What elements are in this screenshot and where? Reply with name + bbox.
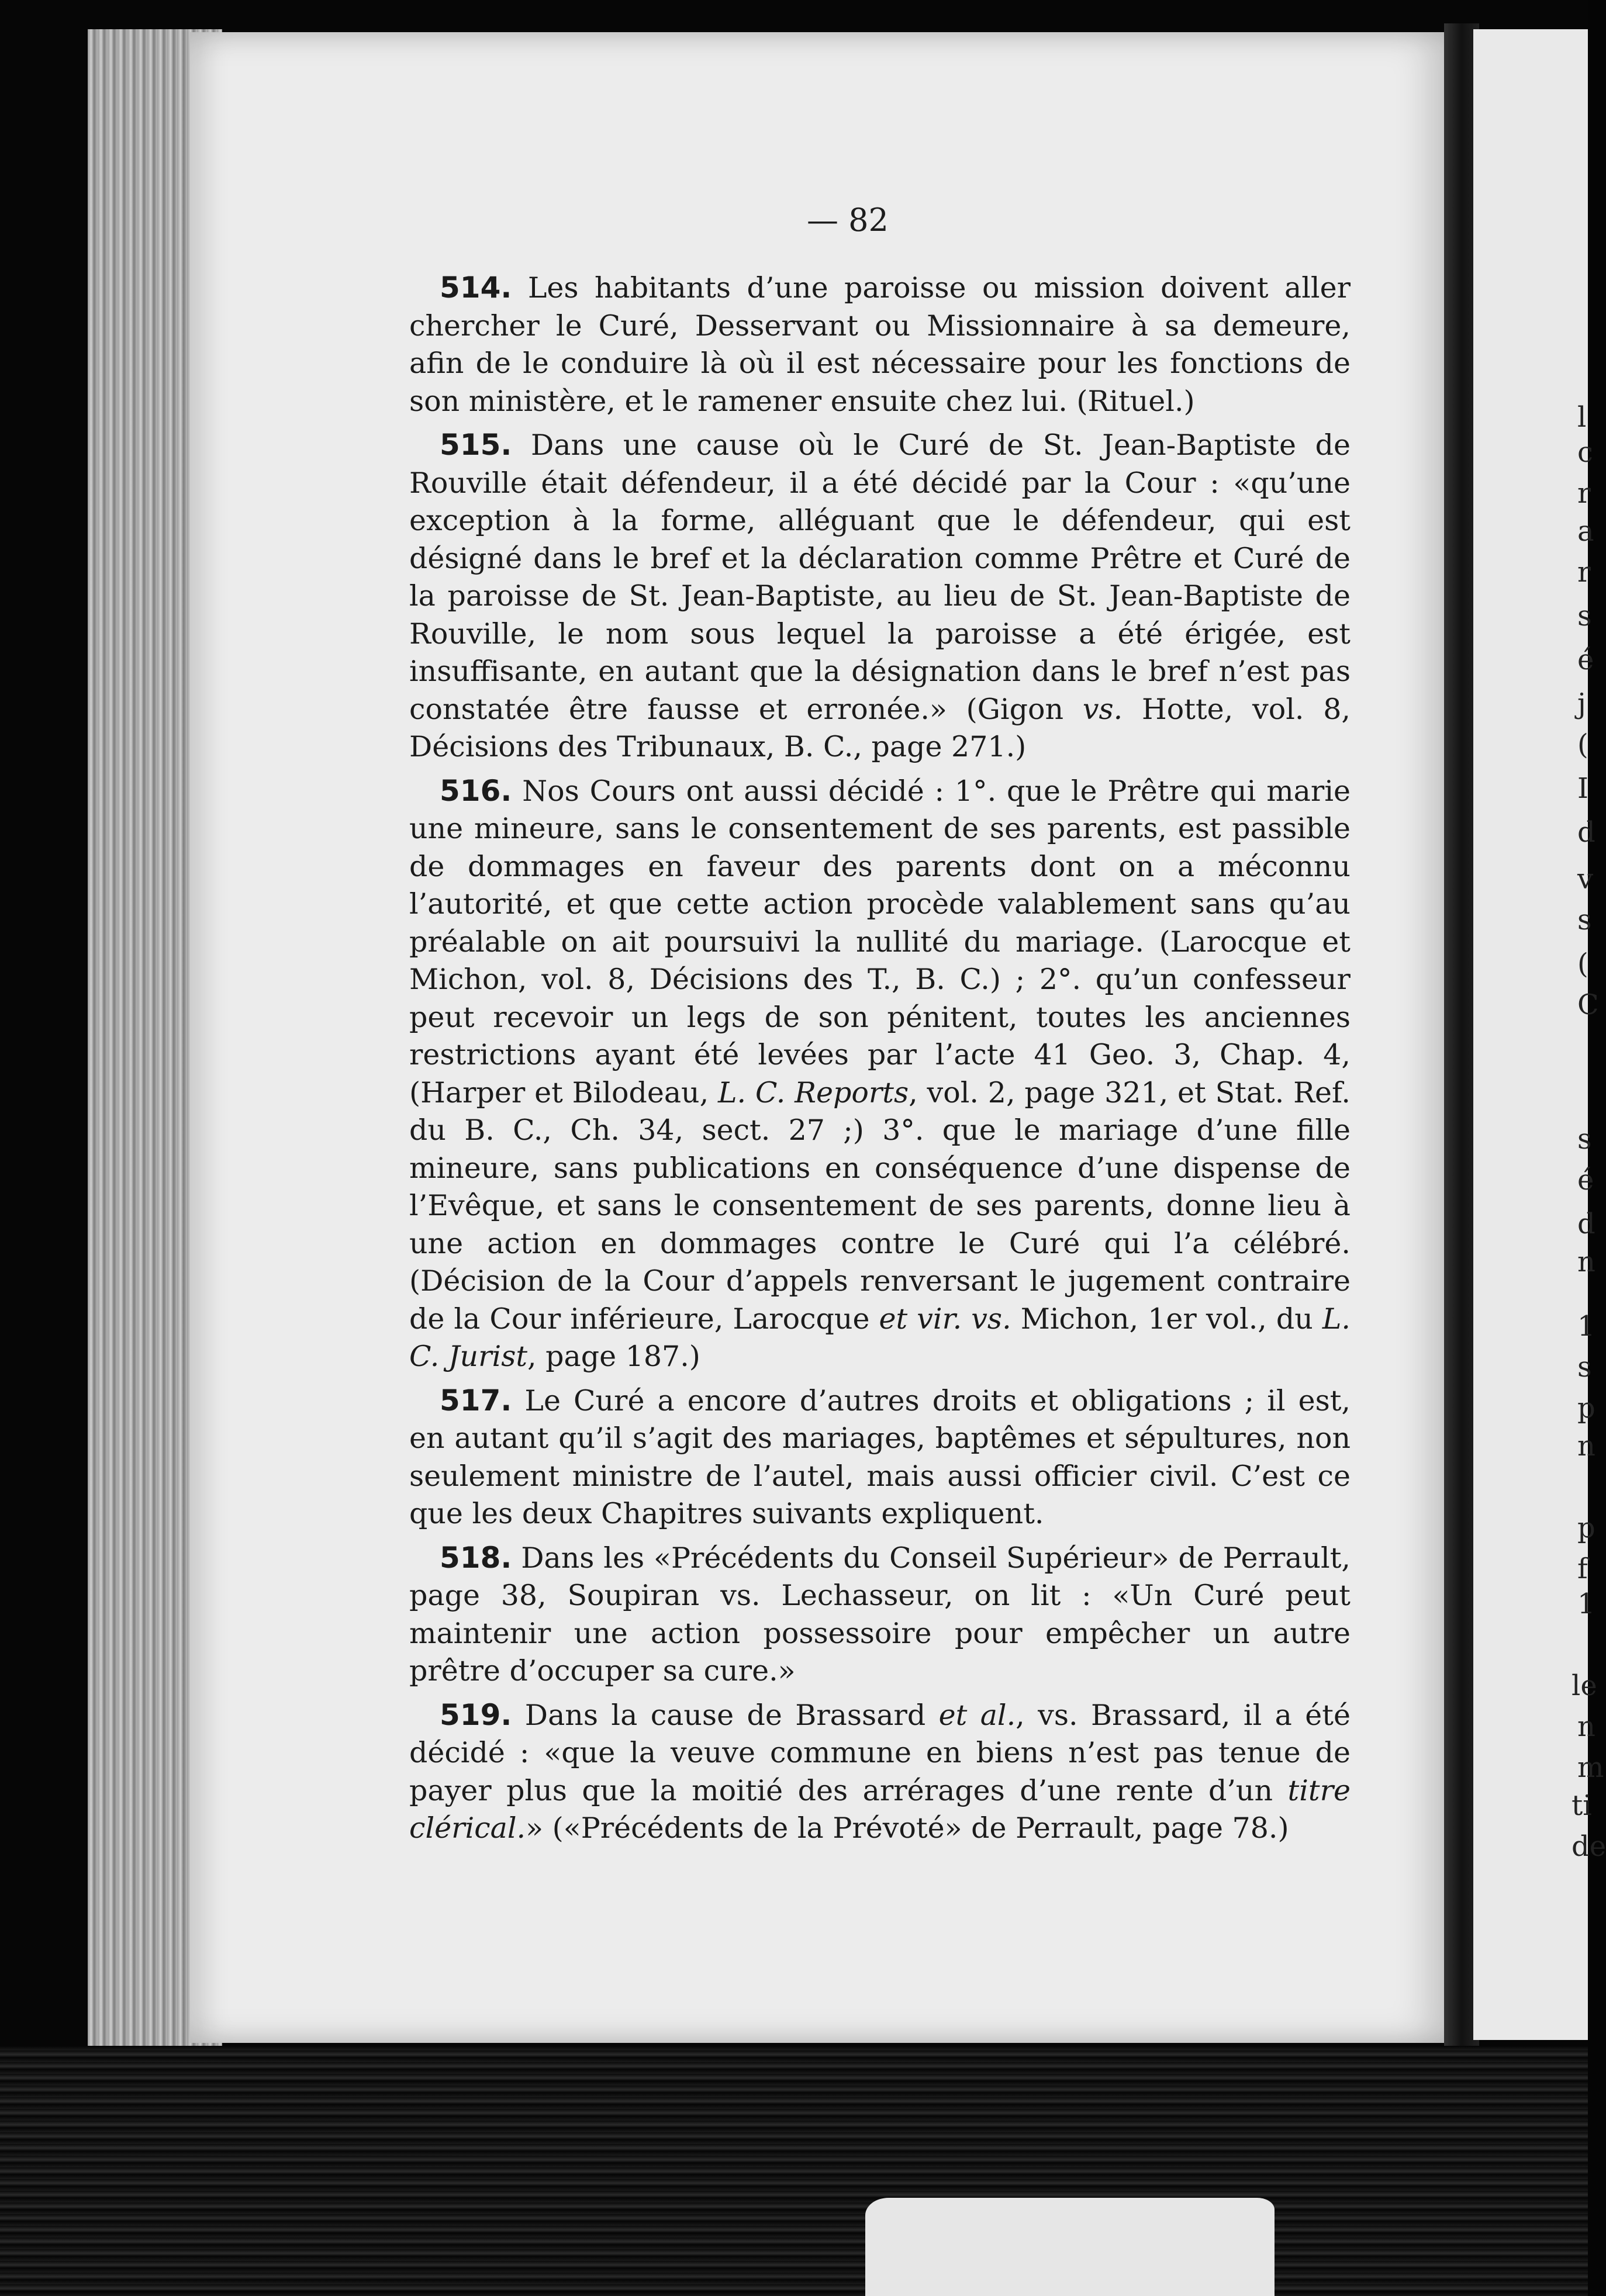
- facing-page-letter: r: [1577, 556, 1591, 589]
- text-segment: Dans une cause où le Curé de St. Jean-Baptiste de Rouville était défendeur, il a été décidé par la Cour : «qu’une exception à la forme, alléguant que le défendeur, qui est désigné dans le bref et la déclaration comme Prêtre et Curé de la paroisse de St. Jean-Baptiste, au lieu de St. Jean-Baptiste de Rouville, le nom sous lequel la paroisse a été érigée, est insuffisante, en autant que la désignation dans le bref n’est pas constatée être fausse et erronée.» (Gigon: [409, 428, 1351, 726]
- facing-page-letter: I: [1577, 772, 1588, 805]
- facing-page-letter: j: [1577, 687, 1586, 720]
- paragraph: [409, 269, 1351, 420]
- text-segment: Les habitants d’une paroisse ou mission doivent aller chercher le Curé, Desservant ou Missionnaire à sa demeure, afin de le conduire là où il est nécessaire pour les fonctions de son ministère, et le ramener ensuite chez lui. (Rituel.): [409, 271, 1351, 418]
- facing-page-letter: s: [1577, 600, 1592, 632]
- facing-page-letter: f: [1577, 1552, 1588, 1585]
- facing-page-letter: de: [1572, 1830, 1606, 1863]
- text-segment: Hotte, vol. 8, Décisions des Tribunaux, B. C., page 271.): [409, 692, 1351, 763]
- facing-page-letter: ti: [1572, 1789, 1592, 1822]
- text-segment: » («Précédents de la Prévoté» de Perrault, page 78.): [526, 1811, 1289, 1845]
- paragraph: [409, 426, 1351, 766]
- facing-page-letter: n: [1577, 1710, 1595, 1743]
- italic-text-segment: vs.: [1082, 692, 1123, 726]
- facing-page-letter: s: [1577, 1123, 1592, 1156]
- text-segment: Le Curé a encore d’autres droits et obligations ; il est, en autant qu’il s’agit des mariages, baptêmes et sépultures, non seulement ministre de l’autel, mais aussi officier civil. C’est ce que les deux Chapitres suivants expliquent.: [409, 1384, 1351, 1530]
- facing-page-letter: C: [1577, 988, 1599, 1021]
- paragraph: [409, 1696, 1351, 1848]
- paragraph-number: 517.: [440, 1383, 512, 1417]
- paragraph-number: 516.: [440, 773, 512, 808]
- facing-page-letter: le: [1572, 1669, 1597, 1702]
- text-segment: Dans la cause de Brassard: [512, 1698, 939, 1732]
- paragraph: [409, 772, 1351, 1376]
- text-segment: , vs. Brassard, il a été décidé : «que la veuve commune en biens n’est pas tenue de payer plus que la moitié des arrérages d’une rente d’un: [409, 1698, 1351, 1807]
- facing-page-letter: (: [1577, 728, 1588, 761]
- facing-page-letter: a: [1577, 515, 1594, 548]
- text-segment: Michon, 1er vol., du: [1011, 1302, 1322, 1336]
- paragraph-number: 519.: [440, 1697, 512, 1732]
- facing-page-letter: d: [1577, 816, 1595, 849]
- paragraph-number: 514.: [440, 271, 512, 305]
- facing-page-letter: s: [1577, 904, 1592, 936]
- facing-page-letter: d: [1577, 1208, 1595, 1240]
- italic-text-segment: et al.: [938, 1698, 1016, 1732]
- paper-scrap: [865, 2198, 1275, 2296]
- facing-page-letter: é: [1577, 644, 1594, 676]
- facing-page-letter: p: [1577, 1392, 1595, 1424]
- facing-page-letter: v: [1577, 863, 1594, 895]
- italic-text-segment: titre clérical.: [409, 1773, 1351, 1845]
- page-number: — 82: [807, 202, 889, 238]
- paragraph-number: 515.: [440, 428, 512, 462]
- text-segment: , page 187.): [527, 1340, 700, 1373]
- facing-page-letter: m: [1577, 1751, 1604, 1784]
- facing-page-letter: c: [1577, 436, 1593, 469]
- facing-page-fragment: [1473, 29, 1606, 2040]
- text-segment: Nos Cours ont aussi décidé : 1°. que le Prêtre qui marie une mineure, sans le consentement de ses parents, est passible de dommages en faveur des parents dont on a méconnu l’autorité, et que cette action procède valablement sans qu’au préalable on ait poursuivi la nullité du mariage. (Larocque et Michon, vol. 8, Décisions des T., B. C.) ; 2°. qu’un confesseur peut recevoir un legs de son pénitent, toutes les anciennes restrictions ayant été levées par l’acte 41 Geo. 3, Chap. 4, (Harper et Bilodeau,: [409, 774, 1351, 1109]
- paragraph: [409, 1382, 1351, 1533]
- paragraph-number: 518.: [440, 1540, 512, 1575]
- italic-text-segment: L. C. Jurist: [409, 1302, 1351, 1373]
- facing-page-letter: é: [1577, 1164, 1594, 1197]
- page-body-text: [409, 269, 1351, 1854]
- facing-page-letter: n: [1577, 1430, 1595, 1462]
- facing-page-letter: 1: [1577, 1588, 1595, 1620]
- facing-page-letter: (: [1577, 948, 1588, 980]
- paragraph: [409, 1539, 1351, 1690]
- italic-text-segment: L. C. Reports: [718, 1076, 909, 1109]
- text-segment: , vol. 2, page 321, et Stat. Ref. du B. C., Ch. 34, sect. 27 ;) 3°. que le mariage d’une fille mineure, sans publications en conséquence d’une dispense de l’Evêque, et sans le consentement de ses parents, donne lieu à une action en dommages contre le Curé qui l’a célébré. (Décision de la Cour d’appels renversant le jugement contraire de la Cour inférieure, Larocque: [409, 1076, 1351, 1336]
- facing-page-letter: p: [1577, 1512, 1595, 1544]
- facing-page-letter: r: [1577, 477, 1591, 510]
- facing-page-letter: s: [1577, 1351, 1592, 1384]
- italic-text-segment: et vir. vs.: [879, 1302, 1011, 1336]
- facing-page-letter: 1: [1577, 1310, 1595, 1343]
- scan-bottom-strip: [0, 2046, 1588, 2296]
- facing-page-letter: n: [1577, 1246, 1595, 1278]
- text-segment: Dans les «Précédents du Conseil Supérieur» de Perrault, page 38, Soupiran vs. Lechasseur, on lit : «Un Curé peut maintenir une action possessoire pour empêcher un autre prêtre d’occuper sa cure.»: [409, 1541, 1351, 1688]
- facing-page-letter: l: [1577, 401, 1587, 434]
